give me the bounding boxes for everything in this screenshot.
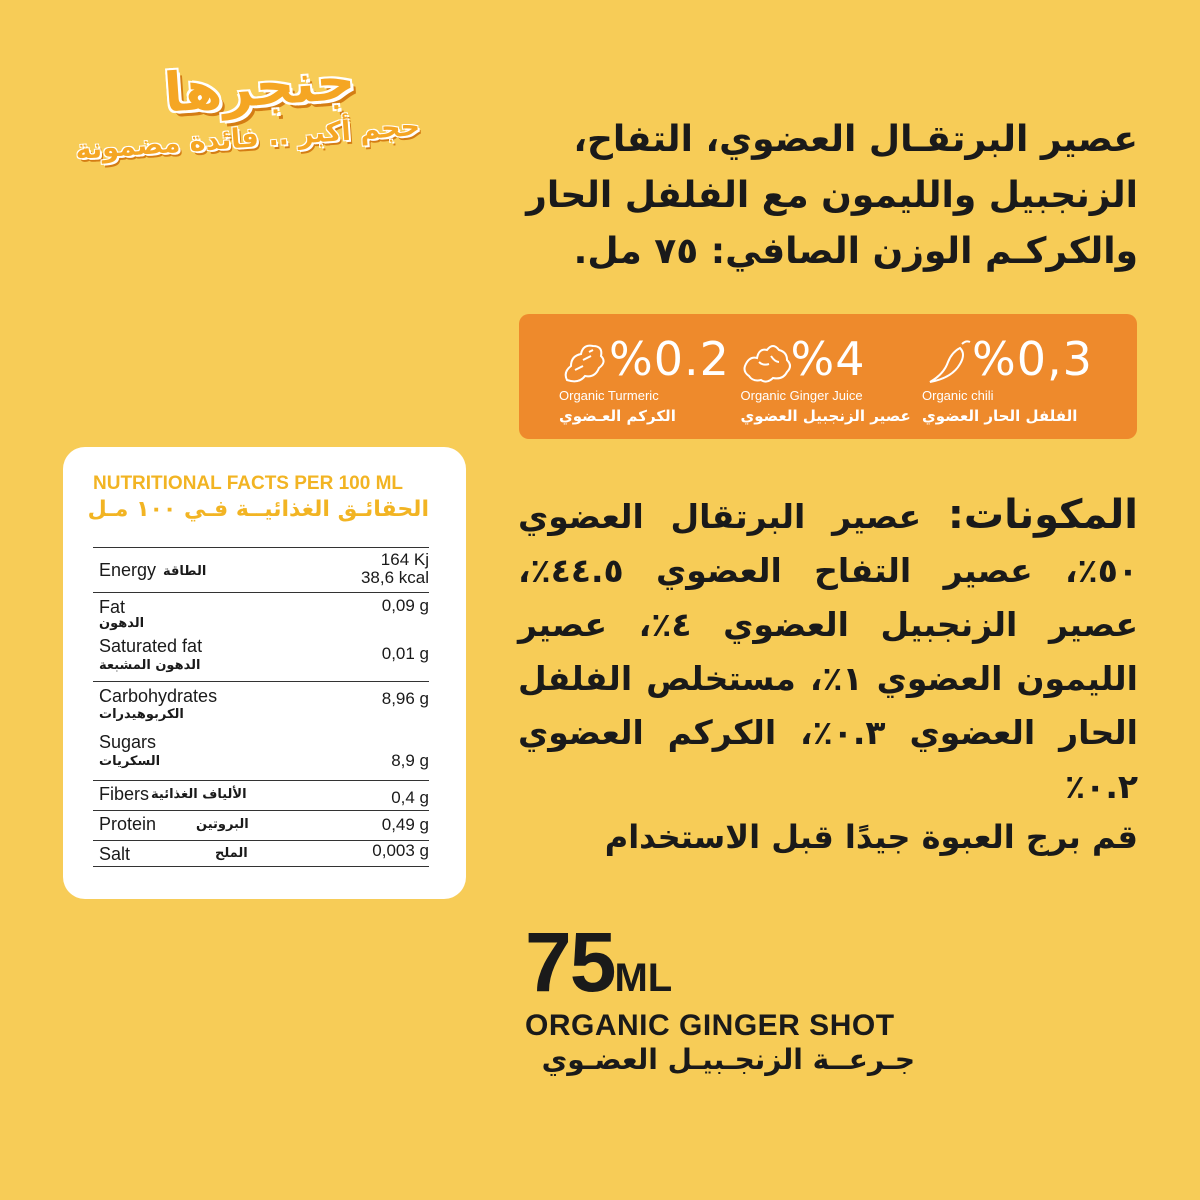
nutrition-table — [93, 547, 429, 867]
table-row-fibers — [93, 781, 429, 810]
row-value-kcal: 38,6 kcal — [360, 568, 429, 587]
stat-percent: %0.2 — [609, 331, 730, 386]
row-value: 0,09 g — [381, 596, 429, 615]
stat-percent: %0,3 — [972, 331, 1093, 386]
row-label-ar: الدهون المشبعة — [99, 658, 201, 673]
row-label-ar: الملح — [215, 846, 248, 861]
volume-unit: ML — [614, 956, 673, 1000]
brand-logo — [55, 48, 435, 175]
row-label-ar: البروتين — [196, 817, 249, 832]
row-value: 0,003 g — [372, 841, 429, 860]
stat-turmeric — [559, 322, 734, 432]
ingredient-stats-box — [519, 314, 1137, 439]
shake-instruction: قم برج العبوة جيدًا قبل الاستخدام — [604, 818, 1138, 856]
row-label-ar: الألياف الغذائية — [151, 787, 247, 802]
table-row-fat — [93, 593, 429, 681]
table-row-protein — [93, 811, 429, 840]
table-divider — [93, 866, 429, 867]
stat-ginger — [741, 322, 916, 432]
table-row-energy — [93, 548, 429, 592]
nutrition-title-en: NUTRITIONAL FACTS PER 100 ML — [93, 473, 404, 494]
row-value: 8,96 g — [381, 689, 429, 708]
ingredients-block — [518, 488, 1138, 814]
stat-label-ar: الفلفل الحار العضوي — [922, 406, 1078, 425]
product-name-ar: جـرعــة الزنجـبيـل العضـوي — [541, 1043, 915, 1076]
row-value: 0,01 g — [381, 644, 429, 663]
product-description: عصير البرتقـال العضوي، التفاح، الزنجبيل والليمون مع الفلفل الحار والكركـم الوزن الصافي: ٧٥ مل. — [526, 119, 1138, 272]
stat-percent: %4 — [790, 331, 866, 386]
row-value: 164 Kj — [380, 550, 429, 569]
row-label: Fat — [99, 597, 126, 617]
stat-label-en: Organic Turmeric — [559, 387, 659, 403]
brand-name: جنجرها — [161, 48, 357, 125]
row-label-ar: السكريات — [99, 754, 161, 769]
row-label: Salt — [99, 844, 131, 864]
stat-label-ar: الكركم العـضوي — [559, 406, 676, 425]
turmeric-icon — [559, 336, 611, 388]
ginger-icon — [741, 336, 793, 388]
row-label: Saturated fat — [99, 636, 203, 656]
row-label: Fibers — [99, 784, 150, 804]
stat-label-ar: عصير الزنجبيل العضوي — [740, 406, 911, 425]
row-label: Sugars — [99, 732, 157, 752]
volume-number: 75 — [525, 915, 615, 1009]
nutrition-facts-card — [63, 447, 466, 899]
row-label-ar: الدهون — [99, 616, 145, 631]
ingredients-text: عصير البرتقال العضوي ٥٠٪، عصير التفاح العضوي ٤٤.٥٪، عصير الزنجبيل العضوي ٤٪، عصير الليمون العضوي ١٪، مستخلص الفلفل الحار العضوي ٠.٣٪، الكركم العضوي ٠.٢٪ — [518, 497, 1138, 806]
row-value: 8,9 g — [391, 751, 429, 770]
row-label: Protein — [99, 814, 157, 834]
stat-chili — [922, 322, 1097, 432]
row-value: 0,4 g — [391, 788, 429, 807]
row-label: Energy — [99, 560, 157, 580]
row-label-ar: الكربوهيدرات — [99, 707, 184, 722]
product-name-en: ORGANIC GINGER SHOT — [525, 1009, 895, 1042]
ingredients-title: المكونات: — [947, 492, 1138, 538]
stat-label-en: Organic chili — [922, 387, 994, 403]
row-label: Carbohydrates — [99, 686, 218, 706]
stat-label-en: Organic Ginger Juice — [740, 387, 863, 403]
row-value: 0,49 g — [381, 815, 429, 834]
row-label-ar: الطاقة — [163, 564, 207, 579]
table-row-salt — [93, 841, 429, 866]
nutrition-title-ar: الحقائـق الغذائيــة فـي ١٠٠ مـل — [87, 497, 429, 522]
chili-icon — [922, 336, 974, 388]
brand-tagline: حجم أكبر .. فائدة مضمونة — [73, 110, 421, 167]
table-row-carbohydrates — [93, 682, 429, 780]
volume-block — [525, 915, 925, 1078]
